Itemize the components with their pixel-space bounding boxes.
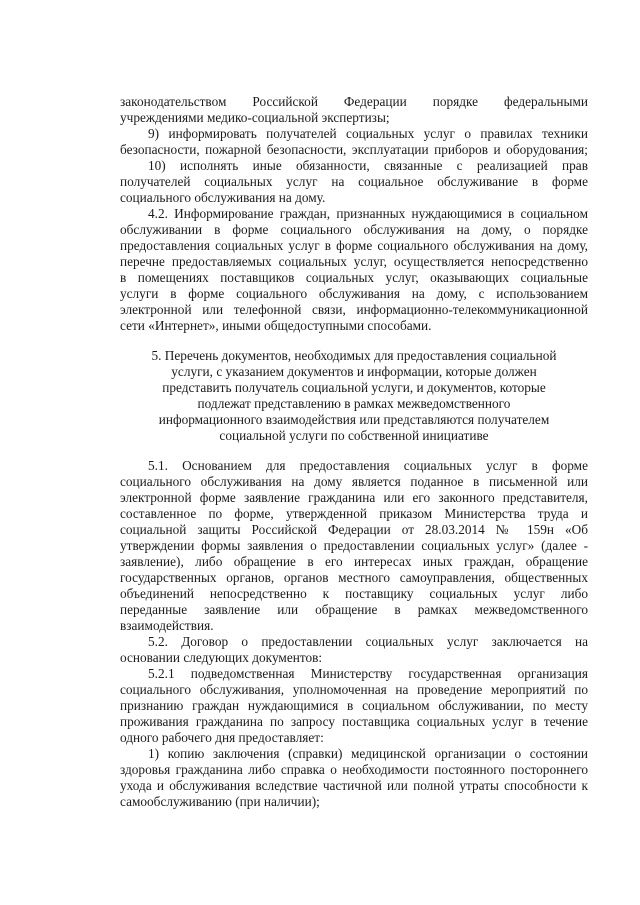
text-line: сети «Интернет», иными общедоступными способами.: [120, 318, 432, 333]
text-line: социального обслуживания на дому.: [120, 190, 326, 205]
text-line: учреждениями медико-социальной экспертизы;: [120, 110, 390, 125]
paragraph-5-2: 5.2. Договор о предоставлении социальных услуг заключается на: [148, 634, 588, 649]
text-line: одного рабочего дня предоставляет:: [120, 730, 324, 745]
section-heading-line: услуги, с указанием документов и информации, которые должен: [171, 364, 537, 379]
paragraph-4-2: 4.2. Информирование граждан, признанных нуждающимися в социальном: [148, 206, 588, 221]
text-line: здоровья гражданина либо справка о необходимости постоянного постороннего: [120, 762, 588, 777]
text-line: законодательством Российской Федерации порядке федеральными: [120, 94, 588, 109]
text-line: социальной защиты Российской Федерации от 28.03.2014 № 159н «Об: [120, 522, 588, 537]
text-line: объединений непосредственно к поставщику социальных услуг либо: [120, 586, 588, 601]
text-line: электронной или телефонной связи, информационно-телекоммуникационной: [120, 302, 588, 317]
list-item-10: 10) исполнять иные обязанности, связанные с реализацией прав: [148, 158, 588, 173]
list-item-9: 9) информировать получателей социальных услуг о правилах техники: [148, 126, 588, 141]
section-heading-line: социальной услуги по собственной инициативе: [219, 428, 489, 443]
section-heading-line: подлежат представлению в рамках межведомственного: [197, 396, 511, 411]
text-line: основании следующих документов:: [120, 650, 323, 665]
paragraph-5-1: 5.1. Основанием для предоставления социальных услуг в форме: [148, 458, 588, 473]
text-line: обслуживании в форме социального обслуживания на дому, о порядке: [120, 222, 588, 237]
text-line: утверждении формы заявления о предоставлении социальных услуг» (далее -: [120, 538, 588, 553]
text-line: перечне предоставляемых социальных услуг, осуществляется непосредственно: [120, 254, 588, 269]
text-line: взаимодействия.: [120, 618, 214, 633]
text-line: получателей социальных услуг на социальное обслуживание в форме: [120, 174, 588, 189]
text-line: услуги в форме социального обслуживания на дому, с использованием: [120, 286, 588, 301]
text-line: социального обслуживания на дому является поданное в письменной или: [120, 474, 588, 489]
text-line: проживания гражданина по запросу поставщика социальных услуг в течение: [120, 714, 588, 729]
text-line: составленное по форме, утвержденной приказом Министерства труда и: [120, 506, 588, 521]
text-line: безопасности, пожарной безопасности, эксплуатации приборов и оборудования;: [120, 142, 588, 157]
text-line: социального обслуживания, уполномоченная на проведение мероприятий по: [120, 682, 588, 697]
text-line: заявление), либо обращение в его интересах иных граждан, обращение: [120, 554, 588, 569]
text-line: в помещениях поставщиков социальных услуг, оказывающих социальные: [120, 270, 588, 285]
text-line: ухода и обслуживания вследствие частичной или полной утраты способности к: [120, 778, 588, 793]
text-line: государственных органов, органов местного самоуправления, общественных: [120, 570, 588, 585]
section-heading-line: информационного взаимодействия или представляются получателем: [158, 412, 550, 427]
text-line: электронной форме заявление гражданина или его законного представителя,: [120, 490, 588, 505]
section-heading: 5. Перечень документов, необходимых для предоставления социальной: [151, 348, 557, 363]
text-line: предоставления социальных услуг в форме социального обслуживания на дому,: [120, 238, 588, 253]
text-line: признанию граждан нуждающимися в социальном обслуживании, по месту: [120, 698, 588, 713]
text-line: переданные заявление или обращение в рамках межведомственного: [120, 602, 588, 617]
list-item-1: 1) копию заключения (справки) медицинской организации о состоянии: [148, 746, 588, 761]
section-heading-line: представить получатель социальной услуги, и документов, которые: [162, 380, 546, 395]
text-line: самообслуживанию (при наличии);: [120, 794, 320, 809]
paragraph-5-2-1: 5.2.1 подведомственная Министерству государственная организация: [148, 666, 588, 681]
